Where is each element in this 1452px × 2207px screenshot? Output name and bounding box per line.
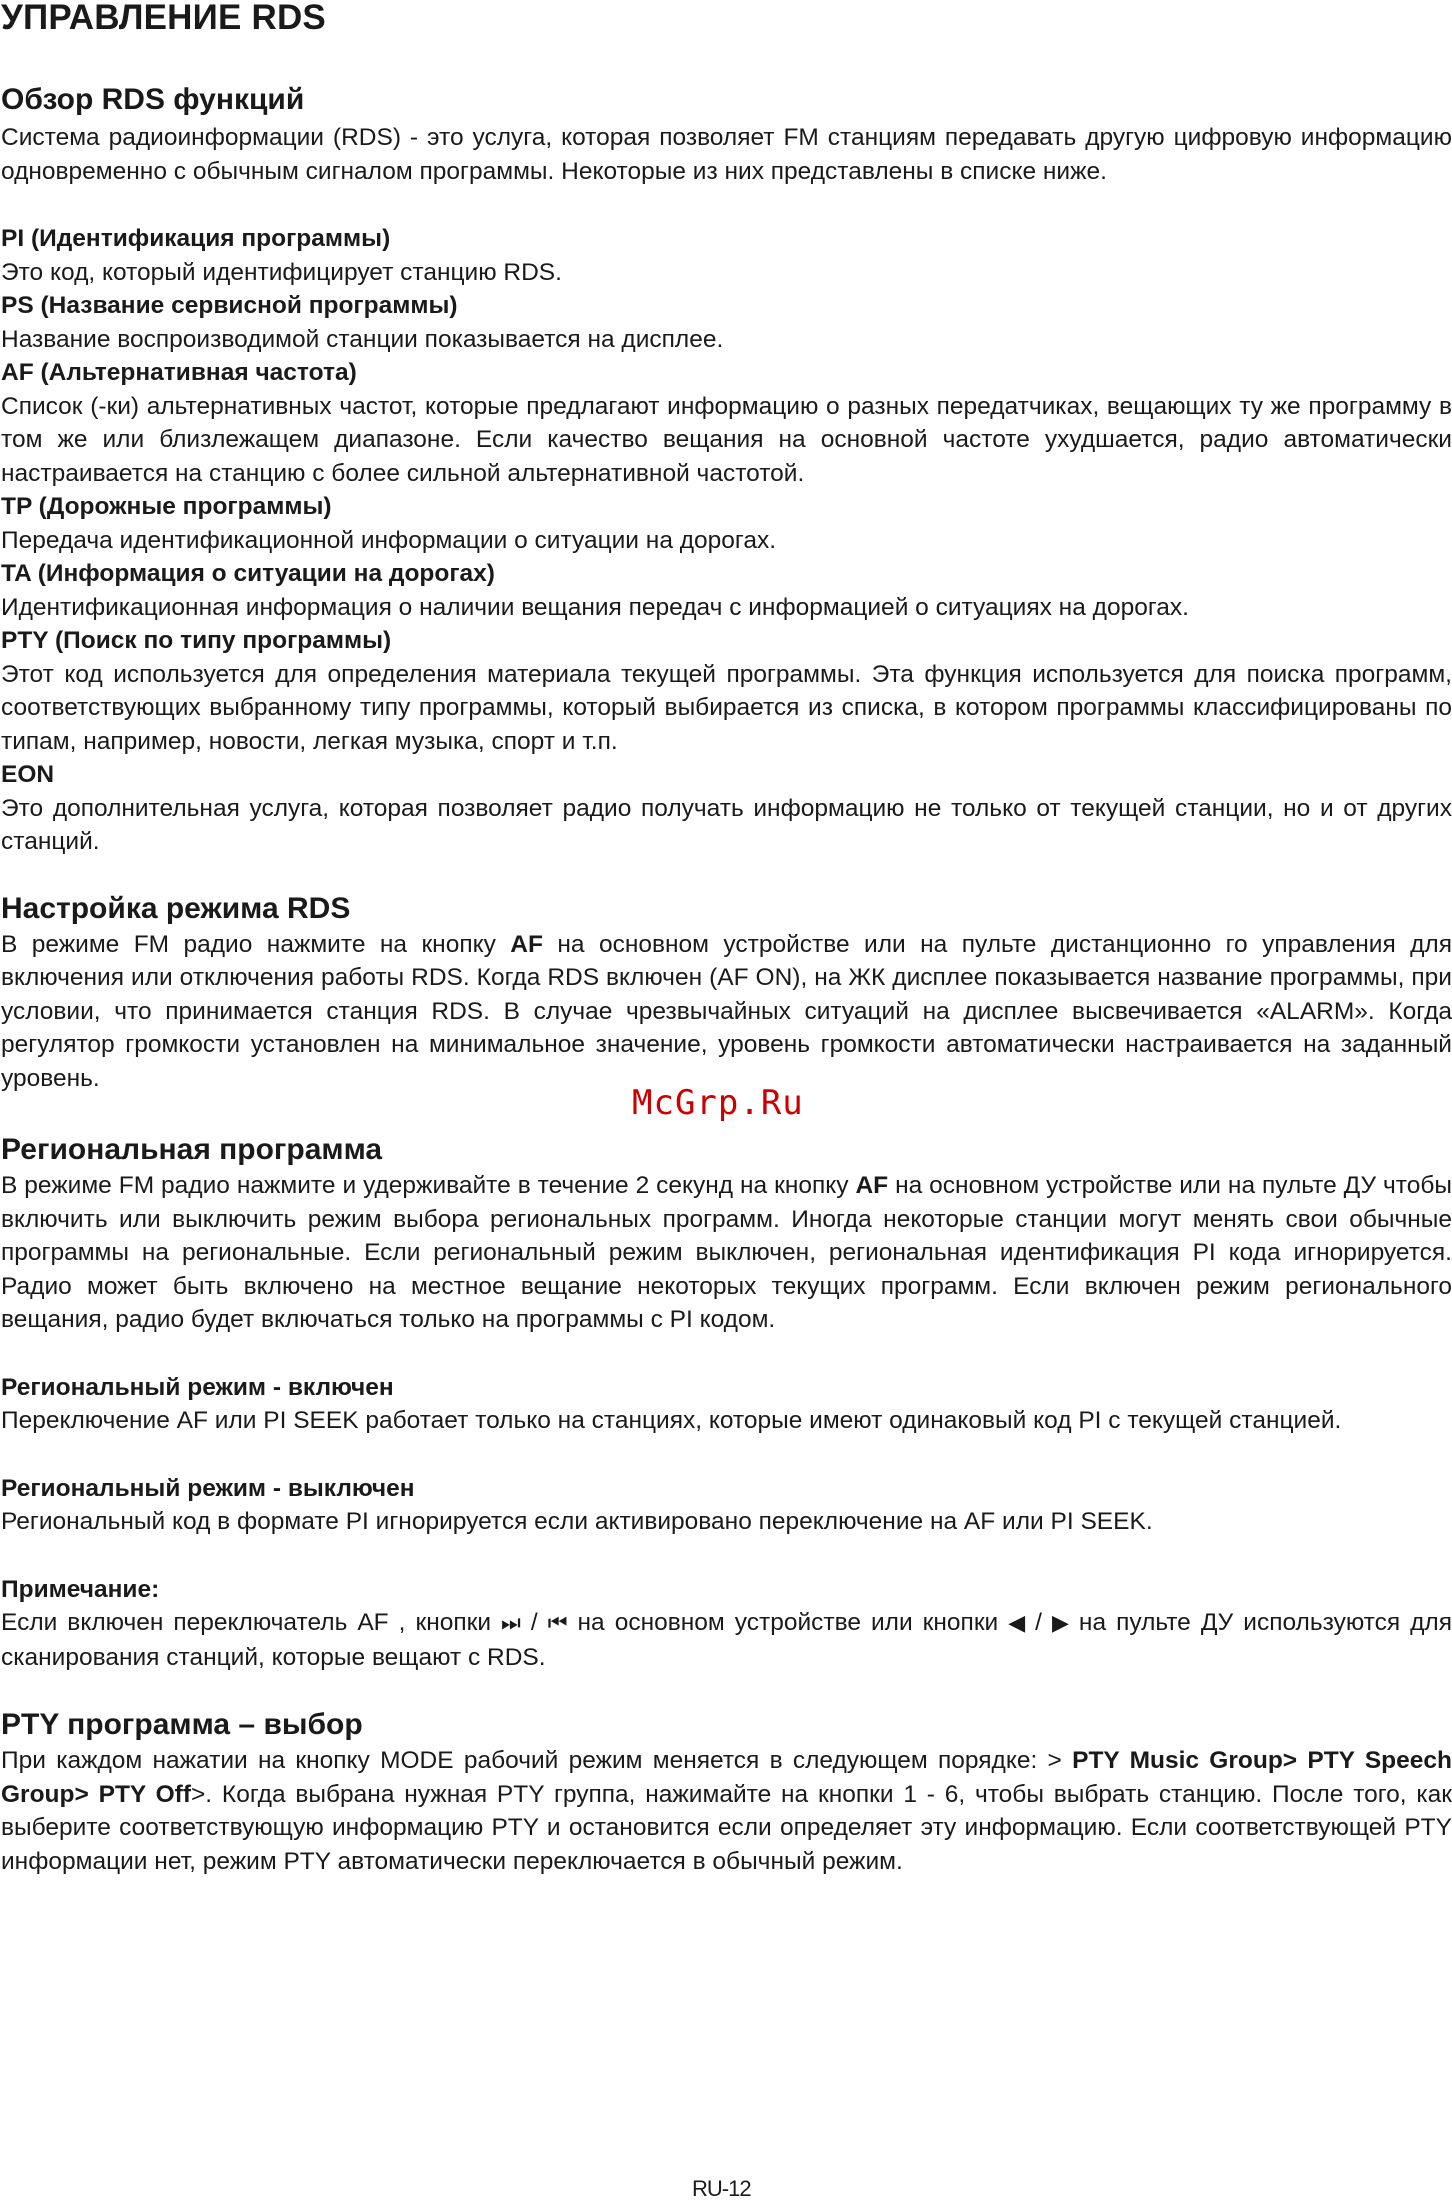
term-ps-title: PS (Название сервисной программы) [1,292,458,319]
regional-on-title: Региональный режим - включен [1,1373,394,1401]
regional-text-2: на основном устройстве или на пульте ДУ чтобы включить или выключить режим выбора региональных программ. Иногда некоторые станции могут менять свои обычные программы на региональные. Если региональный режим выключен, региональная идентификация PI кода игнорируется. Радио может быть включено на местное вещание некоторых текущих программ. Если включен режим регионального вещания, радио будет включаться только на программы с PI кодом. [1,1172,1452,1333]
note-text-2: на основном устройстве или кнопки [567,1609,1009,1636]
term-af-title: AF (Альтернативная частота) [1,359,357,386]
setup-heading: Настройка режима RDS [1,891,351,925]
watermark-text: McGrp.Ru [632,1083,804,1123]
pty-text-2: >. Когда выбрана нужная PTY группа, нажимайте на кнопки 1 - 6, чтобы выбрать станцию. После того, как выберите соответствующую информацию PTY и остановится если определяет эту информацию. Если соответствующей PTY информации нет, режим PTY автоматически переключается в обычный режим. [1,1780,1452,1875]
pty-text [1,1744,1452,1878]
note-sep-1: / [520,1609,548,1636]
setup-text [1,928,1452,1096]
term-ta-desc: Идентификационная информация о наличии вещания передач с информацией о ситуациях на дорогах. [1,593,1189,621]
regional-af-key: AF [855,1172,889,1199]
page-number: RU-12 [692,2176,751,2201]
page-title: УПРАВЛЕНИЕ RDS [1,0,326,37]
regional-off-text: Региональный код в формате PI игнорируется если активировано переключение на AF или PI SEEK. [1,1508,1153,1535]
pty-heading: PTY программа – выбор [1,1708,363,1741]
overview-intro: Система радиоинформации (RDS) - это услуга, которая позволяет FM станциям передавать другую цифровую информацию одновременно с обычным сигналом программы. Некоторые из них представлены в списке ниже. [1,124,1452,185]
prev-track-icon: ⏮ [547,1611,568,1636]
term-eon-desc: Это дополнительная услуга, которая позволяет радио получать информацию не только от текущей станции, но и от других станций. [1,794,1452,855]
note-text [1,1606,1452,1674]
regional-text-1: В режиме FM радио нажмите и удерживайте в течение 2 секунд на кнопку [1,1172,856,1199]
term-pty-title: PTY (Поиск по типу программы) [1,627,392,654]
regional-on-text: Переключение AF или PI SEEK работает только на станциях, которые имеют одинаковый код PI с текущей станцией. [1,1407,1342,1434]
manual-page [1,0,1452,1878]
term-pi-desc: Это код, который идентифицирует станцию RDS. [1,258,562,286]
setup-af-key: AF [510,930,543,958]
regional-text [1,1169,1452,1337]
term-pty-desc: Этот код используется для определения материала текущей программы. Эта функция используется для поиска программ, соответствующих выбранному типу программы, который выбирается из списка, в котором программы классифицированы по типам, например, новости, легкая музыка, спорт и т.п. [1,660,1452,755]
term-ps-desc: Название воспроизводимой станции показывается на дисплее. [1,325,724,353]
term-pi-title: PI (Идентификация программы) [1,225,391,252]
term-ta-title: TA (Информация о ситуации на дорогах) [1,560,495,587]
overview-heading: Обзор RDS функций [1,83,305,116]
setup-text-2: на основном устройстве или на пульте дистанционно го управления для включения или отключения работы RDS. Когда RDS включен (AF ON), на ЖК дисплее показывается название программы, при условии, что принимается станция RDS. В случае чрезвычайных ситуаций на дисплее высвечивается «ALARM». Когда регулятор громкости установлен на минимальное значение, уровень громкости автоматически настраивается на заданный уровень. [1,930,1452,1092]
next-track-icon: ⏭ [501,1611,521,1636]
note-sep-2: / [1025,1609,1052,1636]
term-tp-desc: Передача идентификационной информации о ситуации на дорогах. [1,526,777,554]
note-title: Примечание: [1,1575,160,1603]
regional-heading: Региональная программа [1,1133,383,1166]
rds-terms-list [1,222,1452,859]
note-text-3: на пульте ДУ используются для сканирования станций, которые вещают с RDS. [1,1609,1452,1671]
pty-groups: PTY Music Group> PTY Speech Group> PTY Off [1,1747,1452,1808]
setup-text-1: В режиме FM радио нажмите на кнопку [1,930,511,958]
term-eon-title: EON [1,761,55,788]
regional-off-title: Региональный режим - выключен [1,1474,415,1502]
right-arrow-icon: ▶ [1052,1611,1069,1636]
pty-text-1: При каждом нажатии на кнопку MODE рабочий режим меняется в следующем порядке: > [1,1747,1073,1774]
term-tp-title: TP (Дорожные программы) [1,493,332,520]
note-text-1: Если включен переключатель AF , кнопки [1,1609,502,1636]
left-arrow-icon: ◀ [1008,1611,1026,1636]
term-af-desc: Список (-ки) альтернативных частот, которые предлагают информацию о разных передатчиках, вещающих ту же программу в том же или близлежащем диапазоне. Если качество вещания на основной частоте ухудшается, радио автоматически настраивается на станцию с более сильной альтернативной частотой. [1,392,1452,487]
